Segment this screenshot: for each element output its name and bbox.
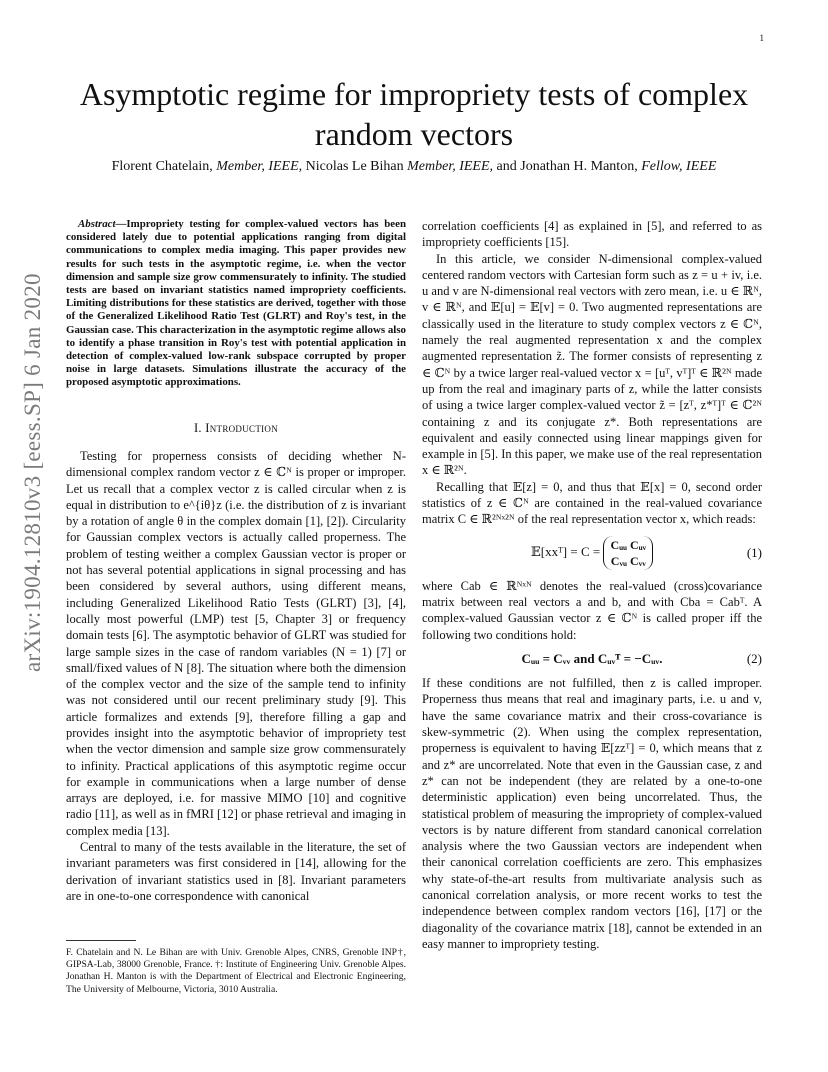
author-3: and Jonathan H. Manton, xyxy=(496,159,638,174)
right-paragraph-2: Recalling that 𝔼[z] = 0, and thus that 𝔼[x] = 0, second order statistics of z ∈ ℂᴺ are contained in the real-valued covariance matrix C ∈ ℝ²ᴺˣ²ᴺ of the real representation vector x, which reads: xyxy=(422,479,762,527)
right-column xyxy=(422,218,762,952)
covariance-matrix xyxy=(603,536,653,570)
author-1-role: Member, IEEE, xyxy=(216,159,303,174)
page-number: 1 xyxy=(759,33,764,43)
right-paragraph-1: In this article, we consider N-dimensional complex-valued centered random vectors with Cartesian form such as z = u + iv, i.e. u and v are N-dimensional real vectors with zero mean, i.e. u ∈ ℝᴺ, v ∈ ℝᴺ, and 𝔼[u] = 𝔼[v] = 0. Two augmented representations are classically used in the literature to study complex vectors z ∈ ℂᴺ, namely the real augmented representation x and the complex augmented representation z̃. The former consists of representing z ∈ ℂᴺ by a twice larger real-valued vector x = [uᵀ, vᵀ]ᵀ ∈ ℝ²ᴺ made up from the real and imaginary parts of z, while the latter consists of using a twice larger complex-valued vector z̃ = [zᵀ, z*ᵀ]ᵀ ∈ ℂ²ᴺ containing z and its conjugate z*. Both representations are equivalent and easily connected using linear mappings given for example in [5]. In this paper, we make use of the real representation x ∈ ℝ²ᴺ. xyxy=(422,251,762,478)
abstract-text: —Impropriety testing for complex-valued vectors has been considered lately due to potential applications ranging from digital communications to complex media imaging. This paper provides new results for such tests in the asymptotic regime, i.e. when the vector dimension and sample size grow commensurately to infinity. The studied tests are based on invariant statistics named impropriety coefficients. Limiting distributions for these statistics are derived, together with those of the Generalized Likelihood Ratio Test (GLRT) and Roy's test, in the Gaussian case. This characterization in the asymptotic regime allows also to identify a phase transition in Roy's test with potential application in detection of complex-valued low-rank subspace corrupted by proper noise in large datasets. Simulations illustrate the accuracy of the proposed asymptotic approximations. xyxy=(66,218,406,389)
abstract-lead: Abstract xyxy=(78,218,116,230)
matrix-row-2: Cᵥᵤ Cᵥᵥ xyxy=(610,553,646,568)
intro-paragraph-2: Central to many of the tests available in the literature, the set of invariant parameters was first considered in [14], allowing for the derivation of invariant statistics used in [8]. Invariant parameters are in one-to-one correspondence with canonical xyxy=(66,840,406,903)
right-paragraph-3: where Cab ∈ ℝᴺˣᴺ denotes the real-valued (cross)covariance matrix between real vectors a and b, and with Cba = Cabᵀ. A complex-valued Gaussian vector z ∈ ℂᴺ is called proper iff the following two conditions hold: xyxy=(422,578,762,642)
left-column xyxy=(66,218,406,904)
equation-2-body: Cᵤᵤ = Cᵥᵥ and Cᵤᵥᵀ = −Cᵤᵥ. xyxy=(521,650,663,666)
right-paragraph-4: If these conditions are not fulfilled, then z is called improper. Properness thus means that real and imaginary parts, i.e. u and v, have the same covariance matrix and their cross-covariance is skew-symmetric (2). When using the complex representation, properness is equivalent to having 𝔼[zzᵀ] = 0, which means that z and z* are uncorrelated. Note that even in the Gaussian case, z and z* can not be independent (they are related by a one-to-one deterministic application) even being uncorrelated. Thus, the statistical problem of measuring the impropriety of complex-valued vectors is by nature different from standard canonical correlation analysis where the two Gaussian vectors are independent when their canonical correlation coefficients are zero. This emphasizes why state-of-the-art results from multivariate analysis such as canonical correlation analysis, or more recent works to test the independence between complex random vectors [16], [17] or the diagonality of the covariance matrix [18], cannot be extended in an easy manner to impropriety testing. xyxy=(422,676,762,951)
author-2: Nicolas Le Bihan xyxy=(305,159,404,174)
affiliation-footnote: F. Chatelain and N. Le Bihan are with Univ. Grenoble Alpes, CNRS, Grenoble INP†, GIPSA-Lab, 38000 Grenoble, France. †: Institute of Engineering Univ. Grenoble Alpes. Jonathan H. Manton is with the Department of Electrical and Electronic Engineering, The University of Melbourne, Victoria, 3010 Australia. xyxy=(66,947,406,995)
author-2-role: Member, IEEE, xyxy=(407,159,494,174)
author-line xyxy=(40,159,788,175)
equation-2-number: (2) xyxy=(746,650,762,666)
footnote-divider xyxy=(66,940,136,941)
equation-1-number: (1) xyxy=(746,544,762,560)
paper-title: Asymptotic regime for impropriety tests of complex random vectors xyxy=(79,76,749,152)
right-paragraph-0: correlation coefficients [4] as explained in [5], and referred to as impropriety coefficients [15]. xyxy=(422,219,762,250)
equation-1-lhs: 𝔼[xxᵀ] = C = xyxy=(530,543,601,559)
abstract xyxy=(66,218,406,390)
arxiv-identifier: arXiv:1904.12810v3 [eess.SP] 6 Jan 2020 xyxy=(20,273,45,672)
author-1: Florent Chatelain, xyxy=(111,159,213,174)
section-heading-introduction: I. Introduction xyxy=(193,420,279,435)
equation-2 xyxy=(422,651,762,667)
author-3-role: Fellow, IEEE xyxy=(641,159,717,174)
matrix-row-1: Cᵤᵤ Cᵤᵥ xyxy=(610,537,647,552)
intro-paragraph-1: Testing for properness consists of deciding whether N-dimensional complex random vector z ∈ ℂᴺ is proper or improper. Let us recall that a complex vector z is called circular when z is equal in distribution to e^{iθ}z (i.e. the distribution of z is invariant by a rotation of angle θ in the complex domain [1], [2]). Circularity for Gaussian complex vectors is actually called properness. The problem of testing weither a complex Gaussian vector is proper or not has several potential applications in signal processing and has been considered by several authors, using different means, including Generalized Likelihood Ratio Tests (GLRT) [3], [4], locally most powerful (LMP) test [5, Chapter 3] or frequency domain tests [6]. The asymptotic behavior of GLRT was studied for large sample sizes in the case of random variables (N = 1) [7] or small/fixed values of N [8]. The situation where both the dimension of the complex vector and the size of the sample tend to infinity was not considered until our recent preliminary study [9]. This article formalizes and extends [9], therefore filling a gap and provides insight into the asymptotic behavior of impropriety test when the vector dimension and sample size grow commensurately to infinity. Practical applications of this asymptotic regime occur for example in communications when a large number of dense arrays are deployed, i.e. for massive MIMO [10] and cognitive radio [11], as well as in fMRI [12] or phase retrieval and imaging in complex media [13]. xyxy=(66,448,406,838)
equation-1 xyxy=(422,536,762,570)
